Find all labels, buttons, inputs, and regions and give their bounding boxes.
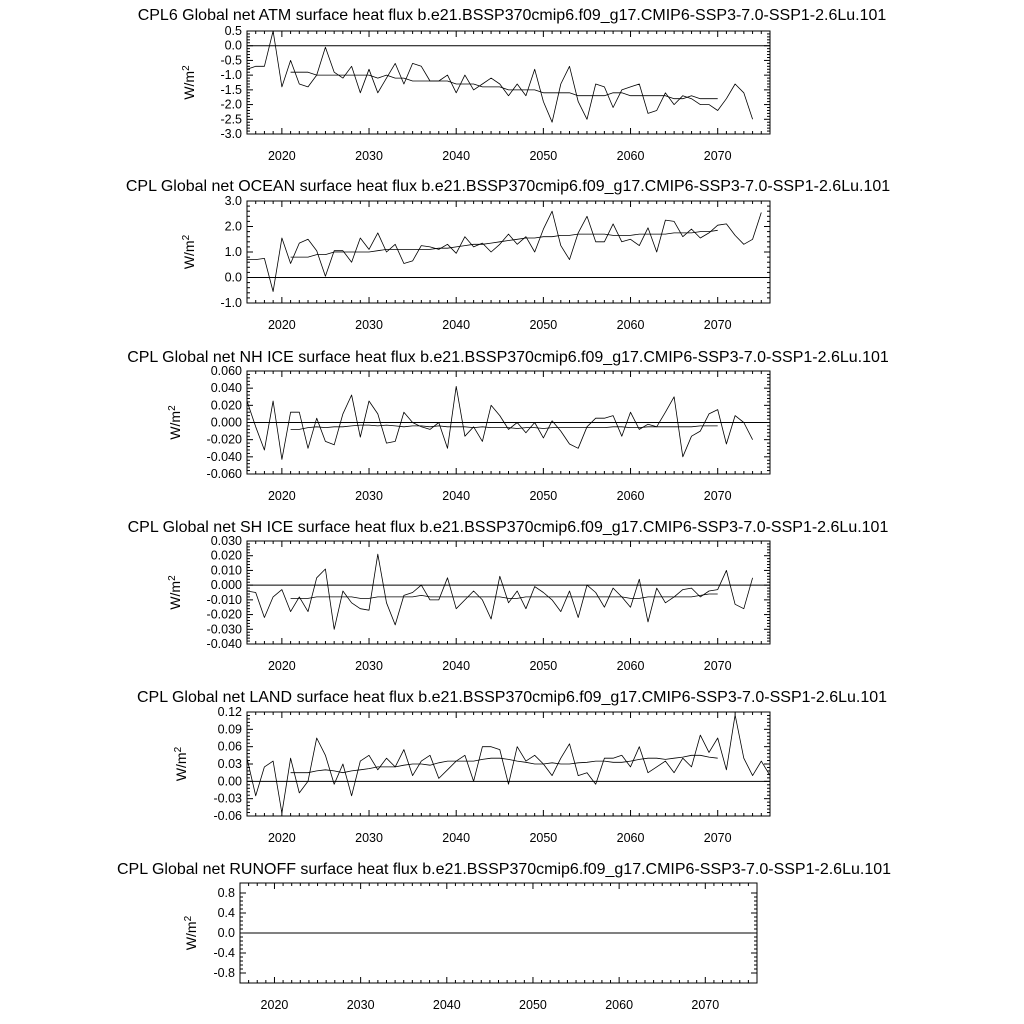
plot-frame — [247, 201, 770, 303]
y-tick-label: 0.040 — [210, 381, 242, 396]
y-axis-label-exponent: 2 — [181, 234, 192, 241]
x-tick-label: 2040 — [442, 149, 471, 163]
x-tick-label: 2050 — [529, 318, 558, 332]
panel-land-heat-flux — [137, 689, 887, 845]
x-tick-label: 2030 — [355, 489, 383, 503]
x-tick-label: 2070 — [703, 659, 732, 673]
y-tick-label: 0.020 — [210, 548, 242, 563]
panel-title: CPL Global net SH ICE surface heat flux b.e21.BSSP370cmip6.f09_g17.CMIP6-SSP3-7.0-SSP1-2.6Lu.101 — [127, 519, 889, 536]
y-axis-label-unit: W/m — [167, 580, 183, 610]
y-tick-label: 0.09 — [217, 722, 242, 737]
x-tick-label: 2070 — [691, 998, 720, 1012]
y-axis-label-exponent: 2 — [167, 575, 178, 581]
y-axis-label — [183, 915, 199, 950]
y-axis-label-unit: W/m — [181, 240, 197, 270]
y-axis-label — [173, 746, 189, 781]
x-tick-label: 2060 — [616, 149, 645, 163]
x-tick-label: 2040 — [442, 318, 471, 332]
y-tick-label: -0.8 — [213, 966, 235, 980]
y-tick-label: 0.0 — [224, 38, 242, 53]
panel-title: CPL Global net NH ICE surface heat flux b.e21.BSSP370cmip6.f09_g17.CMIP6-SSP3-7.0-SSP1-2.6Lu.101 — [127, 349, 889, 366]
y-tick-label: -0.030 — [206, 622, 242, 637]
running-mean-line — [291, 755, 718, 772]
y-tick-label: 0.060 — [210, 364, 242, 378]
y-tick-label: 0.06 — [217, 739, 242, 754]
y-tick-label: 1.0 — [224, 245, 242, 259]
x-tick-label: 2050 — [529, 149, 558, 163]
plot-frame — [247, 31, 770, 134]
x-tick-label: 2070 — [703, 149, 732, 163]
x-tick-label: 2060 — [616, 318, 645, 332]
x-tick-label: 2070 — [703, 489, 732, 503]
y-tick-label: -3.0 — [220, 127, 242, 141]
panel-title: CPL6 Global net ATM surface heat flux b.e21.BSSP370cmip6.f09_g17.CMIP6-SSP3-7.0-SSP1-2.6Lu.101 — [137, 7, 887, 24]
annual-series-line — [247, 211, 761, 291]
y-tick-label: -2.5 — [220, 112, 242, 127]
plot-frame — [247, 541, 770, 644]
x-tick-label: 2060 — [616, 659, 645, 673]
y-axis-label-unit: W/m — [173, 752, 189, 782]
panel-title: CPL Global net RUNOFF surface heat flux b.e21.BSSP370cmip6.f09_g17.CMIP6-SSP3-7.0-SSP1-2.6Lu.101 — [116, 861, 892, 878]
y-tick-label: -0.010 — [206, 592, 242, 607]
x-tick-label: 2020 — [267, 831, 296, 845]
y-tick-label: -1.0 — [220, 68, 242, 83]
y-tick-label: 2.0 — [224, 219, 242, 234]
y-axis-label — [181, 65, 197, 100]
y-tick-label: -0.4 — [213, 946, 235, 960]
panel-title: CPL Global net OCEAN surface heat flux b.e21.BSSP370cmip6.f09_g17.CMIP6-SSP3-7.0-SSP1-2.6Lu.101 — [125, 178, 891, 195]
x-tick-label: 2060 — [605, 998, 634, 1012]
y-axis-label-exponent: 2 — [183, 915, 194, 922]
y-tick-label: -0.040 — [206, 637, 242, 651]
x-tick-label: 2070 — [703, 318, 732, 332]
panel-title: CPL Global net LAND surface heat flux b.e21.BSSP370cmip6.f09_g17.CMIP6-SSP3-7.0-SSP1-2.6Lu.101 — [136, 689, 888, 706]
x-tick-label: 2050 — [529, 489, 558, 503]
y-tick-label: 0.010 — [210, 563, 242, 578]
y-tick-label: 0.020 — [210, 398, 242, 413]
y-tick-label: -0.040 — [206, 449, 242, 464]
x-tick-label: 2020 — [267, 659, 296, 673]
panel-sh-ice-heat-flux — [128, 519, 889, 673]
annual-series-line — [247, 31, 753, 122]
y-axis-label-unit: W/m — [167, 410, 183, 440]
y-axis-label — [181, 234, 197, 269]
x-tick-label: 2020 — [267, 149, 296, 163]
x-tick-label: 2050 — [529, 659, 558, 673]
y-tick-label: -0.03 — [213, 791, 242, 806]
y-axis-label-exponent: 2 — [173, 746, 184, 753]
y-tick-label: -1.5 — [220, 82, 242, 97]
y-tick-label: -0.060 — [206, 467, 242, 481]
x-tick-label: 2050 — [519, 998, 547, 1012]
annual-series-line — [247, 715, 770, 813]
y-tick-label: -0.5 — [220, 53, 242, 68]
x-tick-label: 2030 — [355, 149, 383, 163]
y-tick-label: 0.000 — [210, 415, 242, 430]
panel-runoff-heat-flux — [117, 861, 891, 1012]
y-tick-label: 0.12 — [217, 705, 242, 719]
y-tick-label: 0.5 — [224, 24, 242, 38]
y-axis-label-unit: W/m — [183, 921, 199, 951]
panel-ocean-heat-flux — [126, 178, 890, 332]
y-tick-label: 0.000 — [210, 578, 242, 593]
x-tick-label: 2030 — [355, 831, 383, 845]
y-axis-label-exponent: 2 — [167, 405, 178, 411]
y-axis-label-unit: W/m — [181, 70, 197, 100]
y-tick-label: -0.06 — [213, 809, 242, 823]
annual-series-line — [247, 554, 753, 629]
y-tick-label: 0.00 — [217, 774, 242, 789]
y-tick-label: -0.020 — [206, 607, 242, 622]
x-tick-label: 2030 — [355, 318, 383, 332]
x-tick-label: 2070 — [703, 831, 732, 845]
x-tick-label: 2020 — [260, 998, 289, 1012]
y-tick-label: 0.03 — [217, 757, 242, 771]
y-axis-label — [167, 575, 183, 610]
y-tick-label: 0.0 — [224, 270, 242, 285]
panel-nh-ice-heat-flux — [127, 349, 889, 503]
y-tick-label: 0.4 — [217, 906, 235, 920]
x-tick-label: 2030 — [346, 998, 375, 1012]
plot-frame — [247, 712, 770, 816]
x-tick-label: 2040 — [442, 659, 471, 673]
x-tick-label: 2040 — [442, 831, 471, 845]
running-mean-line — [291, 594, 718, 598]
y-tick-label: -1.0 — [220, 296, 242, 310]
y-tick-label: -2.0 — [220, 97, 242, 112]
y-axis-label-exponent: 2 — [181, 65, 192, 71]
x-tick-label: 2040 — [442, 489, 471, 503]
x-tick-label: 2040 — [432, 998, 461, 1012]
x-tick-label: 2050 — [529, 831, 558, 845]
y-tick-label: 0.0 — [217, 926, 235, 940]
panel-atm-heat-flux — [138, 7, 887, 163]
x-tick-label: 2020 — [267, 318, 296, 332]
x-tick-label: 2060 — [616, 831, 645, 845]
y-axis-label — [167, 405, 183, 440]
x-tick-label: 2060 — [616, 489, 645, 503]
y-tick-label: 0.8 — [217, 886, 235, 900]
y-tick-label: -0.020 — [206, 432, 242, 447]
y-tick-label: 0.030 — [210, 534, 242, 548]
x-tick-label: 2030 — [355, 659, 383, 673]
x-tick-label: 2020 — [267, 489, 296, 503]
y-tick-label: 3.0 — [224, 194, 242, 208]
